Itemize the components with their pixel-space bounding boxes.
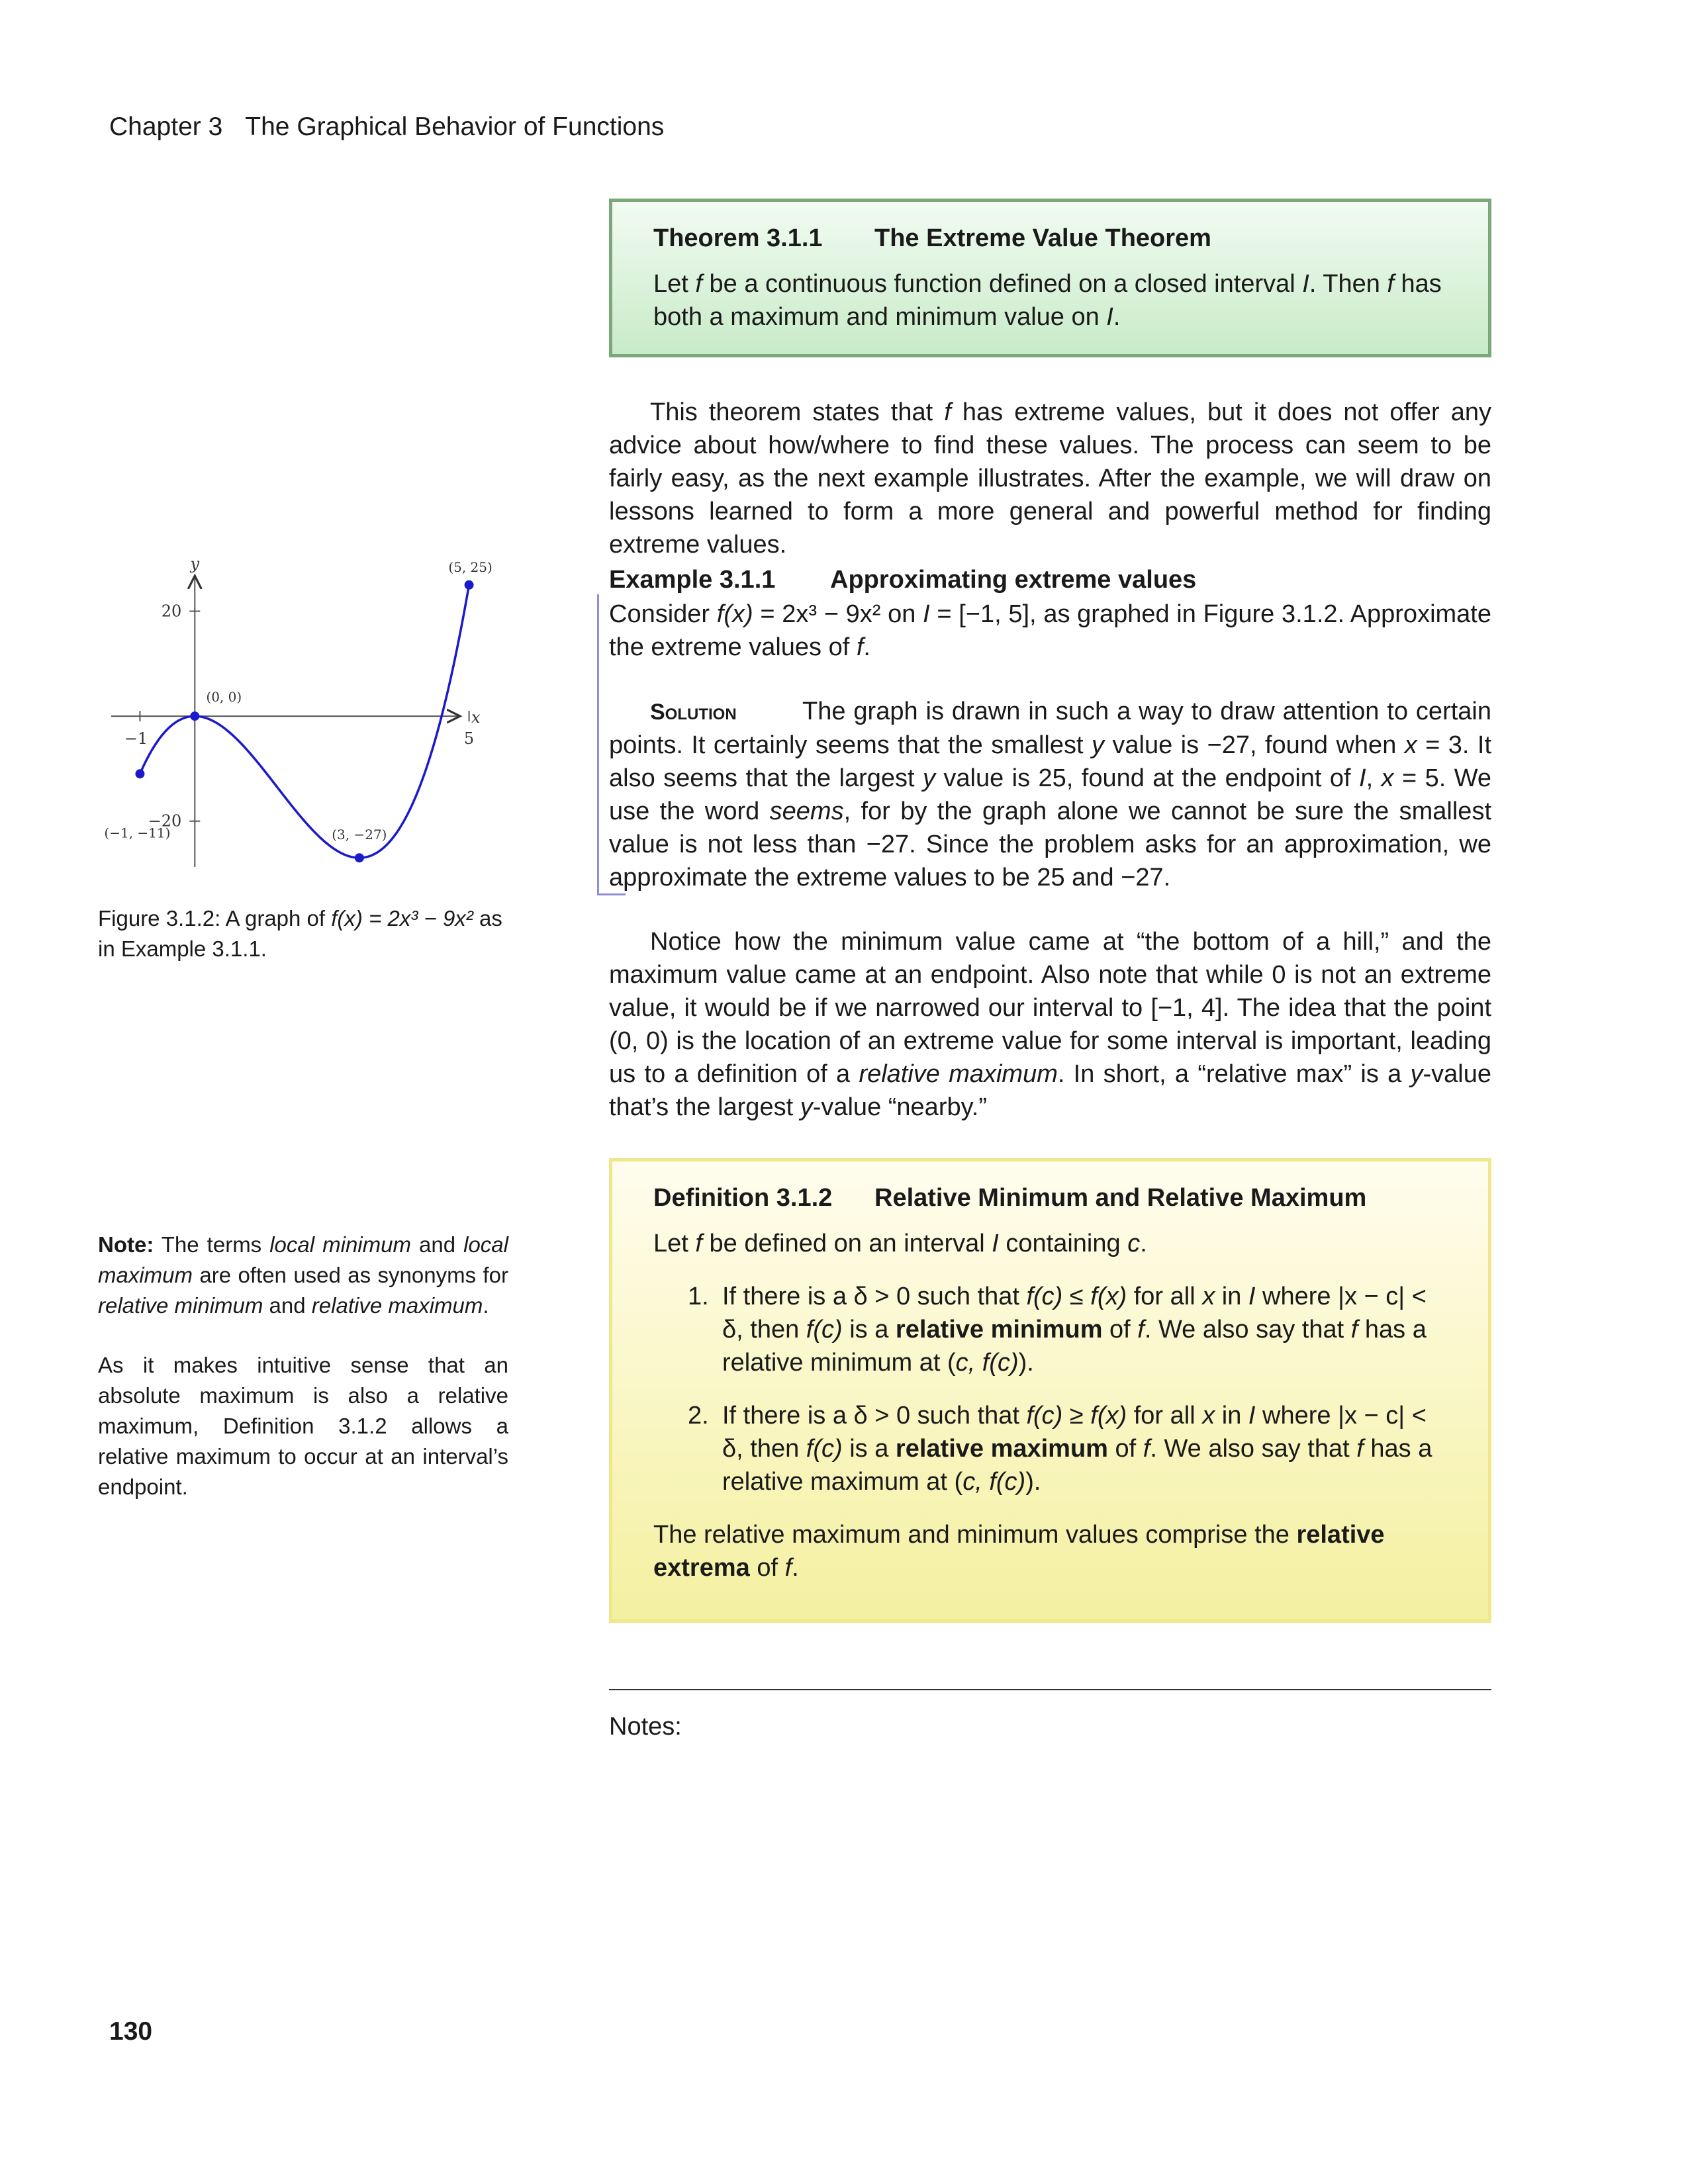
definition-box xyxy=(609,1158,1491,1623)
theorem-number: Theorem 3.1.1 xyxy=(653,224,823,252)
example-solution: Solution The graph is drawn in such a way to draw attention to certain points. It certainly seems that the smallest y value is −27, found when x = 3. It also seems that the largest y value is 25, found at the endpoint of I, x = 5. We use the word seems, for by the graph alone we cannot be sure the smallest value is not less than −27. Since the problem asks for an approximation, we approximate the extreme values to be 25 and −27. xyxy=(609,695,1491,894)
theorem-statement: Let f be a continuous function defined on a closed interval I. Then f has both a maximum and minimum value on I. xyxy=(653,270,1442,331)
notes-divider xyxy=(609,1689,1491,1690)
x-tick-label: −1 xyxy=(124,729,148,749)
example-heading xyxy=(609,566,1196,594)
theorem-heading xyxy=(653,224,1447,253)
note-paragraph: Note: The terms local minimum and local maximum are often used as synonyms for relative minimum and relative maximum. xyxy=(98,1232,508,1318)
running-header xyxy=(109,113,664,142)
intro-paragraph: This theorem states that f has extreme values, but it does not offer any advice about how/where to find these values. The process can seem to be fairly easy, as the next example illustrates. After the example, we will draw on lessons learned to form a more general and powerful method for finding extreme values. xyxy=(609,398,1492,559)
theorem-box xyxy=(609,199,1491,357)
notice-paragraph: Notice how the minimum value came at “the bottom of a hill,” and the maximum value came at an endpoint. Also note that while 0 is not an extreme value, it would be if we narrowed our interval to [−1, 4]. The idea that the point (0, 0) is the location of an extreme value for some interval is important, leading us to a definition of a relative maximum. In short, a “relative max” is a y-value that’s the largest y-value “nearby.” xyxy=(609,928,1492,1121)
page-number: 130 xyxy=(109,2017,153,2046)
point-label: (3, −27) xyxy=(332,827,387,843)
data-point xyxy=(190,711,199,721)
y-tick-label: 20 xyxy=(161,602,182,621)
definition-number: Definition 3.1.2 xyxy=(653,1184,833,1212)
definition-list xyxy=(653,1280,1447,1498)
example-number: Example 3.1.1 xyxy=(609,566,776,594)
definition-intro: Let f be defined on an interval I containing c. xyxy=(653,1230,1147,1257)
definition-item: 2. If there is a δ > 0 such that f(c) ≥ f(x) for all x in I where |x − c| < δ, then f(c) is a relative maximum of f. We also say that f has a relative maximum at (c, f(c)). xyxy=(688,1402,1432,1496)
margin-note xyxy=(98,1230,508,1531)
note-paragraph-2: As it makes intuitive sense that an absolute maximum is also a relative maximum, Definition 3.1.2 allows a relative maximum to occur at an interval’s endpoint. xyxy=(98,1353,508,1499)
chapter-label: Chapter 3 xyxy=(109,113,223,141)
function-curve xyxy=(140,585,469,858)
theorem-title: The Extreme Value Theorem xyxy=(874,224,1211,252)
definition-closing: The relative maximum and minimum values comprise the relative extrema of f. xyxy=(653,1521,1385,1582)
notes-label: Notes: xyxy=(609,1713,682,1741)
definition-heading xyxy=(653,1184,1447,1212)
x-axis-label: x xyxy=(471,708,481,727)
point-label: (5, 25) xyxy=(448,559,492,575)
solution-label: Solution xyxy=(650,700,737,725)
example-statement: Consider f(x) = 2x³ − 9x² on I = [−1, 5], as graphed in Figure 3.1.2. Approximate the extreme values of f. xyxy=(609,600,1491,661)
x-tick-label: 5 xyxy=(463,729,475,749)
definition-item: 1. If there is a δ > 0 such that f(c) ≤ f(x) for all x in I where |x − c| < δ, then f(c) is a relative minimum of f. We also say that f has a relative minimum at (c, f(c)). xyxy=(688,1283,1427,1377)
point-label: (−1, −11) xyxy=(104,825,171,841)
example-title: Approximating extreme values xyxy=(830,566,1197,594)
definition-title: Relative Minimum and Relative Maximum xyxy=(874,1184,1367,1212)
point-label: (0, 0) xyxy=(206,689,242,705)
y-tick-label: −20 xyxy=(148,811,182,831)
y-axis-label: y xyxy=(190,556,200,573)
data-point xyxy=(355,853,364,862)
data-point xyxy=(465,580,474,590)
function-graph xyxy=(99,556,523,887)
chapter-title: The Graphical Behavior of Functions xyxy=(245,113,665,141)
figure-caption: Figure 3.1.2: A graph of f(x) = 2x³ − 9x² as in Example 3.1.1. xyxy=(98,906,502,961)
data-point xyxy=(135,769,144,778)
